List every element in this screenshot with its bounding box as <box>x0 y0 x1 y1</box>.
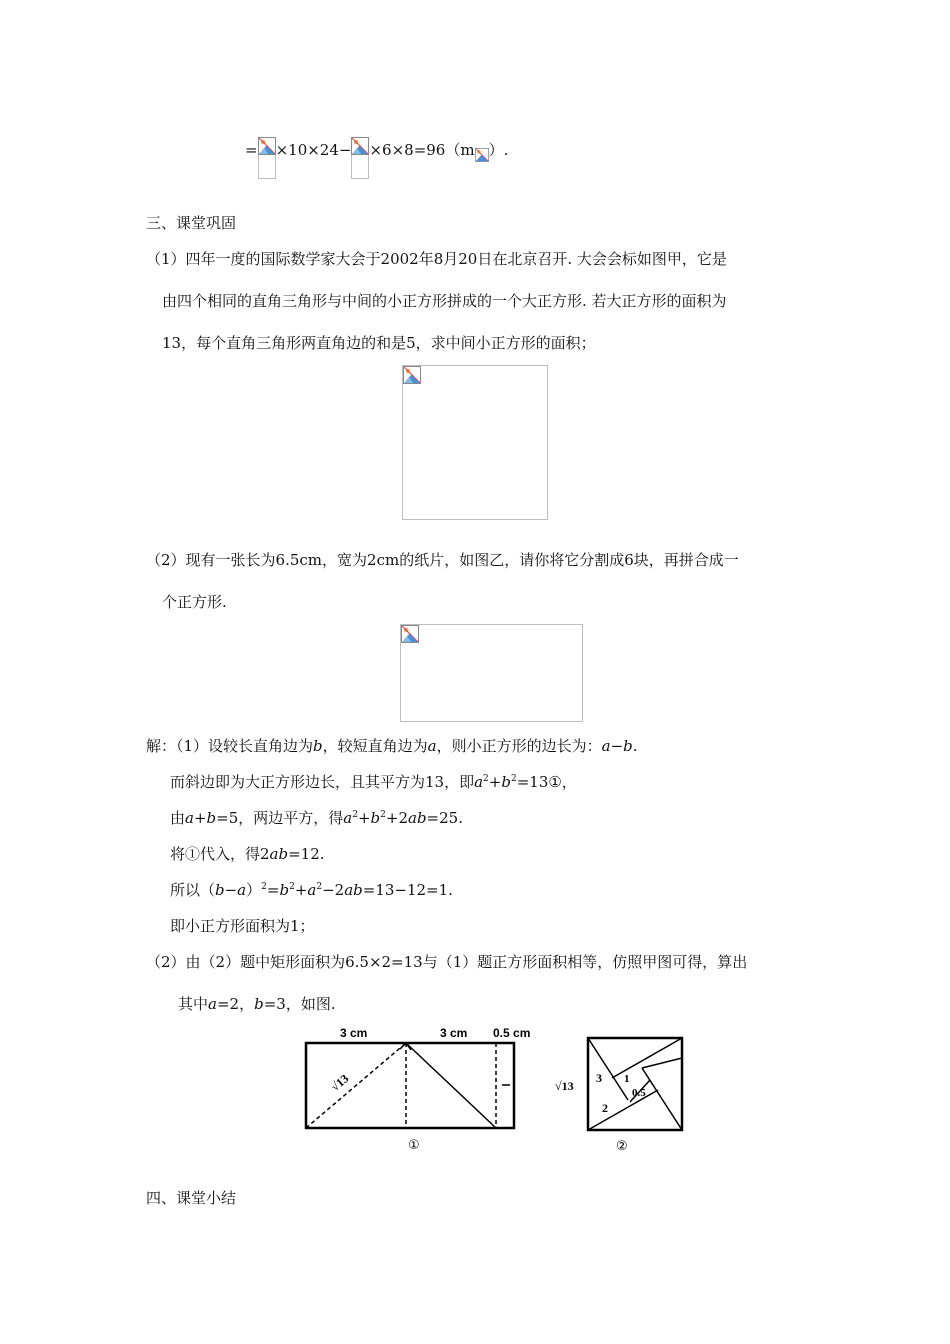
exponent: 2 <box>380 810 386 820</box>
text: =13①， <box>516 773 577 791</box>
solution-line-4 <box>170 844 325 864</box>
exponent: 2 <box>261 882 267 892</box>
solution-line-3 <box>170 808 463 828</box>
caption-1: ① <box>408 1138 420 1153</box>
q2-line-2: 个正方形. <box>162 593 227 611</box>
equals-sign: = <box>245 141 258 159</box>
text: + <box>488 773 502 791</box>
figure-1-rectangle-diagram <box>300 1025 540 1155</box>
dashed-hypotenuse-left <box>306 1043 406 1128</box>
text: =2， <box>216 995 255 1013</box>
var: a <box>208 995 217 1013</box>
inner-line-5 <box>642 1058 682 1068</box>
equation-text-2: ×6×8=96（m <box>369 141 475 159</box>
exponent: 2 <box>510 774 517 784</box>
label-sqrt13: √13 <box>555 1079 574 1093</box>
expr: a−b <box>601 737 633 755</box>
section-3-title: 三、课堂巩固 <box>146 214 237 232</box>
solution-line-6: 即小正方形面积为1； <box>170 917 315 935</box>
q2-line-1: （2）现有一张长为6.5cm，宽为2cm的纸片，如图乙，请你将它分割成6块，再拼合成一 <box>146 551 739 569</box>
exponent: 2 <box>316 882 323 892</box>
broken-image-icon <box>403 366 421 384</box>
text: + <box>357 809 371 827</box>
expr: b−a <box>215 881 247 899</box>
label-sqrt13: √13 <box>328 1071 352 1094</box>
var-a: a <box>427 737 437 755</box>
label-2: 2 <box>602 1101 608 1115</box>
text: + <box>294 881 308 899</box>
var: b <box>370 809 381 827</box>
text: ，则小正方形的边长为： <box>436 737 602 755</box>
var: ab <box>344 881 363 899</box>
text: =5，两边平方，得 <box>216 809 344 827</box>
text: ） <box>246 881 262 899</box>
text: 由 <box>170 809 186 827</box>
var: b <box>501 773 511 791</box>
broken-image-icon <box>475 148 489 162</box>
label-3cm-right: 3 cm <box>440 1026 468 1040</box>
text: 所以（ <box>170 881 216 899</box>
figure-yi-placeholder <box>400 624 583 722</box>
solution-line-7: （2）由（2）题中矩形面积为6.5×2=13与（1）题正方形面积相等，仿照甲图可得，算出 <box>146 953 748 971</box>
inner-line-1 <box>588 1038 628 1100</box>
label-1: 1 <box>624 1073 630 1085</box>
solution-line-1 <box>146 736 638 756</box>
exponent: 2 <box>483 774 489 784</box>
inner-line-2 <box>612 1038 682 1078</box>
text: =12. <box>288 845 325 863</box>
var: a <box>307 881 317 899</box>
image-placeholder <box>258 137 276 179</box>
text: 其中 <box>178 995 209 1013</box>
label-3: 3 <box>596 1071 602 1085</box>
label-3cm-left: 3 cm <box>340 1026 368 1040</box>
image-placeholder-small <box>475 148 489 170</box>
text: =13−12=1. <box>362 881 453 899</box>
broken-image-icon <box>401 625 419 643</box>
label-0.5: 0.5 <box>632 1087 646 1099</box>
var: b <box>279 881 290 899</box>
broken-image-icon <box>258 137 276 155</box>
q1-line-2: 由四个相同的直角三角形与中间的小正方形拼成的一个大正方形. 若大正方形的面积为 <box>162 292 727 310</box>
equation-text-1: ×10×24− <box>275 141 352 159</box>
section-4-title: 四、课堂小结 <box>146 1189 237 1207</box>
image-placeholder <box>351 137 369 179</box>
var: b <box>254 995 264 1013</box>
solution-line-2 <box>170 772 577 792</box>
text: +2 <box>385 809 408 827</box>
text: =25. <box>426 809 463 827</box>
var: ab <box>269 845 289 863</box>
square-outline <box>588 1038 682 1130</box>
var-b: b <box>313 737 323 755</box>
q1-line-3: 13，每个直角三角形两直角边的和是5，求中间小正方形的面积； <box>162 334 596 352</box>
var: a <box>343 809 353 827</box>
equation-text-3: ）. <box>488 141 509 159</box>
text: 将①代入，得2 <box>170 845 270 863</box>
label-0.5cm: 0.5 cm <box>493 1026 531 1040</box>
var: a <box>474 773 484 791</box>
text: =3，如图. <box>263 995 336 1013</box>
expr: a+b <box>185 809 217 827</box>
text: 而斜边即为大正方形边长，且其平方为13，即 <box>170 773 475 791</box>
inner-line-3 <box>642 1068 682 1130</box>
broken-image-icon <box>351 137 369 155</box>
solid-hypotenuse-right <box>406 1043 496 1128</box>
exponent: 2 <box>289 882 295 892</box>
q1-line-1: （1）四年一度的国际数学家大会于2002年8月20日在北京召开. 大会会标如图甲，它是 <box>146 250 727 268</box>
text: . <box>632 737 638 755</box>
figure-2-square-diagram <box>550 1030 700 1155</box>
inner-line-4 <box>588 1090 658 1130</box>
exponent: 2 <box>352 810 358 820</box>
text: ，较短直角边为 <box>322 737 428 755</box>
text: = <box>266 881 280 899</box>
var: ab <box>408 809 427 827</box>
text: −2 <box>322 881 345 899</box>
figure-jia-placeholder <box>402 365 548 520</box>
text: 解：（1）设较长直角边为 <box>146 737 314 755</box>
solution-line-8 <box>178 994 336 1014</box>
solution-line-5 <box>170 880 453 900</box>
caption-2: ② <box>616 1139 628 1154</box>
equation-line <box>245 140 508 179</box>
